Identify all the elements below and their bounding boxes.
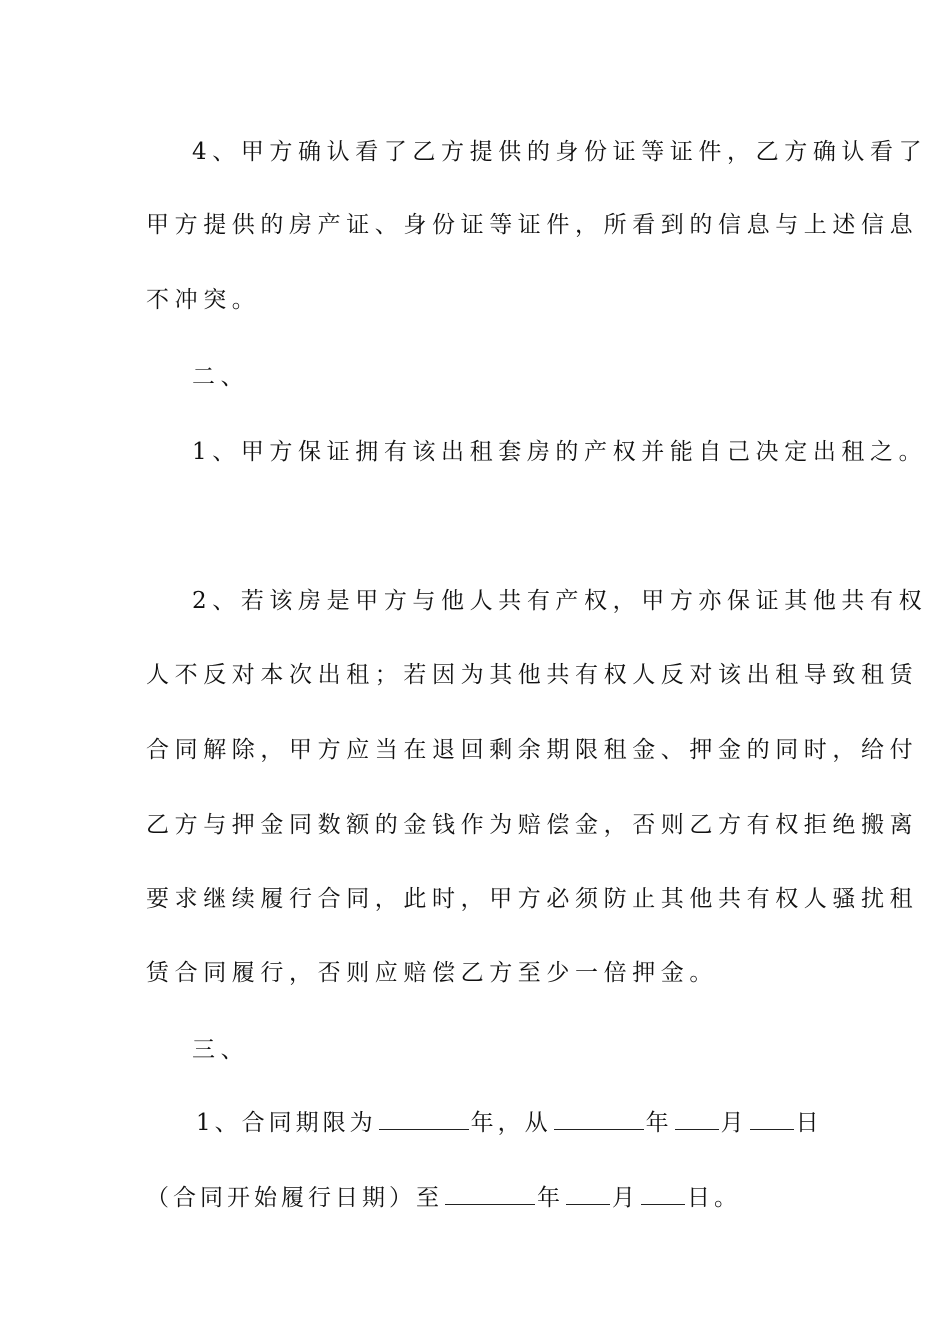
- paragraph-4-line-2: 甲方提供的房产证、身份证等证件，所看到的信息与上述信息: [146, 212, 919, 238]
- section-3-item-1-line-2: [146, 1183, 816, 1213]
- term-prefix: 1、合同期限为: [196, 1110, 377, 1136]
- section-3-item-1-line-1: [196, 1108, 866, 1138]
- term-year-unit: 年，从: [470, 1110, 552, 1136]
- section-2-item-2-line-4: 乙方与押金同数额的金钱作为赔偿金，否则乙方有权拒绝搬离: [146, 812, 919, 838]
- start-day-label: 日: [795, 1110, 823, 1136]
- paragraph-4-line-1: 4、甲方确认看了乙方提供的身份证等证件，乙方确认看了: [192, 139, 928, 165]
- start-day-blank[interactable]: [750, 1109, 794, 1130]
- section-3-heading: 三、: [192, 1037, 250, 1063]
- paragraph-4-line-3: 不冲突。: [146, 287, 261, 313]
- end-day-blank[interactable]: [641, 1184, 685, 1205]
- section-2-item-1: 1、甲方保证拥有该出租套房的产权并能自己决定出租之。: [192, 439, 928, 465]
- section-2-item-2-line-2: 人不反对本次出租；若因为其他共有权人反对该出租导致租赁: [146, 662, 919, 688]
- start-date-note: （合同开始履行日期）至: [146, 1185, 443, 1211]
- section-2-item-2-line-6: 赁合同履行，否则应赔偿乙方至少一倍押金。: [146, 960, 718, 986]
- end-day-label: 日。: [687, 1185, 741, 1211]
- end-year-label: 年: [537, 1185, 564, 1211]
- end-year-blank[interactable]: [445, 1184, 535, 1205]
- term-years-blank[interactable]: [379, 1109, 469, 1130]
- start-year-label: 年: [645, 1110, 673, 1136]
- section-2-heading: 二、: [192, 364, 250, 390]
- section-2-item-2-line-3: 合同解除，甲方应当在退回剩余期限租金、押金的同时，给付: [146, 737, 919, 763]
- start-month-label: 月: [720, 1110, 748, 1136]
- section-2-item-2-line-1: 2、若该房是甲方与他人共有产权，甲方亦保证其他共有权: [192, 588, 928, 614]
- start-year-blank[interactable]: [554, 1109, 644, 1130]
- start-month-blank[interactable]: [675, 1109, 719, 1130]
- end-month-label: 月: [612, 1185, 639, 1211]
- end-month-blank[interactable]: [566, 1184, 610, 1205]
- section-2-item-2-line-5: 要求继续履行合同，此时，甲方必须防止其他共有权人骚扰租: [146, 886, 919, 912]
